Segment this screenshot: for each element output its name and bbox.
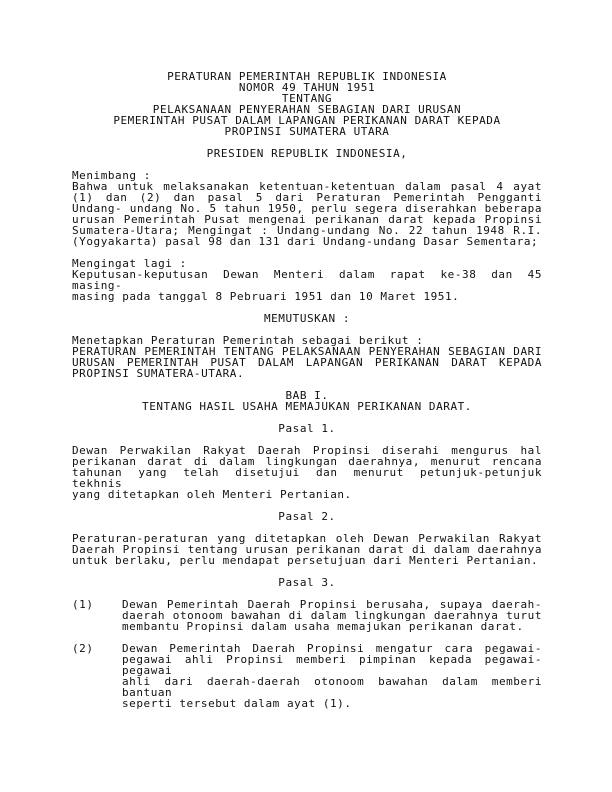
text-line: URUSAN PEMERINTAH PUSAT DALAM LAPANGAN PERIKANAN DARAT KEPADA (72, 356, 542, 369)
title-line: NOMOR 49 TAHUN 1951 (238, 81, 376, 94)
text-line: Bahwa untuk melaksanakan ketentuan-ketentuan dalam pasal 4 ayat (72, 180, 542, 193)
text-line: tahunan yang telah disetujui dan menurut petunjuk-petunjuk tekhnis (72, 466, 542, 490)
title-line: PROPINSI SUMATERA UTARA (224, 125, 390, 138)
text-line: PROPINSI SUMATERA-UTARA. (72, 367, 245, 380)
pasal-1-body (72, 445, 542, 500)
document-page (72, 71, 542, 709)
text-line: masing pada tanggal 8 Pebruari 1951 dan 10 Maret 1951. (72, 290, 460, 303)
title-line: PEMERINTAH PUSAT DALAM LAPANGAN PERIKANAN DARAT KEPADA (113, 114, 501, 127)
text-line: Peraturan-peraturan yang ditetapkan oleh Dewan Perwakilan Rakyat (72, 532, 542, 545)
mengingat-lagi-label: Mengingat lagi : (72, 257, 187, 270)
document-title (72, 71, 542, 137)
menimbang-label: Menimbang : (72, 169, 151, 182)
ayat-number: (2) (72, 642, 94, 655)
text-line: Daerah Propinsi tentang urusan perikanan darat di dalam daerahnya (72, 543, 542, 556)
text-line: Undang- undang No. 5 tahun 1950, perlu segera diserahkan beberapa (72, 202, 542, 215)
text-line: Keputusan-keputusan Dewan Menteri dalam rapat ke-38 dan 45 masing- (72, 268, 542, 292)
text-line: daerah otonoom bawahan di dalam lingkungan daerahnya turut (122, 609, 542, 622)
title-line: PELAKSANAAN PENYERAHAN SEBAGIAN DARI URUSAN (152, 103, 462, 116)
text-line: perikanan darat di dalam lingkungan daerahnya, menurut rencana (72, 455, 542, 468)
mengingat-lagi-section (72, 258, 542, 302)
text-line: ahli dari daerah-daerah otonoom bawahan dalam memberi bantuan (122, 675, 542, 699)
pasal-3-ayat-2 (72, 643, 542, 709)
text-line: Dewan Pemerintah Daerah Propinsi berusaha, supaya daerah- (122, 598, 542, 611)
text-line: membantu Propinsi dalam usaha memajukan perikanan darat. (122, 620, 524, 633)
text-line: urusan Pemerintah Pusat mengenai perikanan darat kepada Propinsi (72, 213, 542, 226)
menetapkan-label: Menetapkan Peraturan Pemerintah sebagai berikut : (72, 334, 424, 347)
pasal-2-body (72, 533, 542, 566)
memutuskan-heading: MEMUTUSKAN : (263, 312, 351, 325)
ayat-number: (1) (72, 598, 94, 611)
menetapkan-section (72, 335, 542, 379)
bab-title: TENTANG HASIL USAHA MEMAJUKAN PERIKANAN DARAT. (142, 400, 472, 413)
title-line: PERATURAN PEMERINTAH REPUBLIK INDONESIA (167, 70, 447, 83)
text-line: untuk berlaku, perlu mendapat persetujuan dari Menteri Pertanian. (72, 554, 539, 567)
text-line: yang ditetapkan oleh Menteri Pertanian. (72, 488, 352, 501)
bab-number: BAB I. (285, 389, 329, 402)
title-line: TENTANG (281, 92, 333, 105)
text-line: (Yogyakarta) pasal 98 dan 131 dari Undang-undang Dasar Sementara; (72, 235, 539, 248)
pasal-1-heading: Pasal 1. (278, 422, 336, 435)
text-line: Sumatera-Utara; Mengingat : Undang-undang No. 22 tahun 1948 R.I. (72, 224, 542, 237)
president-heading: PRESIDEN REPUBLIK INDONESIA, (206, 147, 408, 160)
text-line: Dewan Pemerintah Daerah Propinsi mengatur cara pegawai- (122, 642, 542, 655)
text-line: pegawai ahli Propinsi memberi pimpinan kepada pegawai-pegawai (122, 653, 542, 677)
pasal-3-ayat-1 (72, 599, 542, 632)
text-line: (1) dan (2) dan pasal 5 dari Peraturan Pemerintah Pengganti (72, 191, 542, 204)
text-line: Dewan Perwakilan Rakyat Daerah Propinsi diserahi mengurus hal (72, 444, 542, 457)
menimbang-section (72, 170, 542, 247)
pasal-2-heading: Pasal 2. (278, 510, 336, 523)
text-line: seperti tersebut dalam ayat (1). (122, 697, 352, 710)
text-line: PERATURAN PEMERINTAH TENTANG PELAKSANAAN PENYERAHAN SEBAGIAN DARI (72, 345, 542, 358)
pasal-3-heading: Pasal 3. (278, 576, 336, 589)
